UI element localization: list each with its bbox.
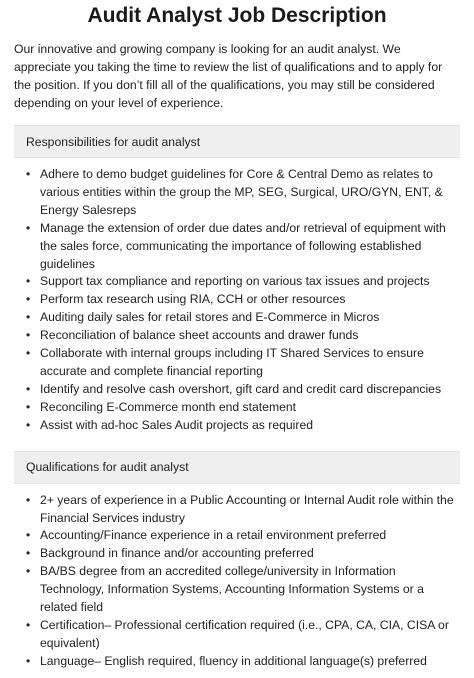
bullet-icon: • — [26, 346, 31, 361]
list-item — [26, 492, 460, 528]
qualifications-list — [14, 492, 460, 671]
bullet-icon: • — [26, 310, 31, 325]
list-item-text: Assist with ad-hoc Sales Audit projects as required — [40, 417, 313, 432]
bullet-icon: • — [26, 417, 31, 432]
list-item — [26, 653, 460, 671]
bullet-icon: • — [26, 492, 31, 507]
list-item — [26, 563, 460, 617]
list-item-text: 2+ years of experience in a Public Accounting or Internal Audit role within the Financial Services industry — [40, 492, 454, 525]
page-title: Audit Analyst Job Description — [87, 4, 387, 27]
bullet-icon: • — [26, 292, 31, 307]
list-item — [26, 273, 460, 291]
list-item-text: Reconciling E-Commerce month end statement — [40, 399, 297, 414]
list-item — [26, 166, 460, 220]
bullet-icon: • — [26, 617, 31, 632]
list-item-text: Manage the extension of order due dates and/or retrieval of equipment with the sales force, communicating the importance of following established guidelines — [40, 220, 446, 271]
qualifications-heading: Qualifications for audit analyst — [26, 460, 189, 475]
list-item — [26, 220, 460, 274]
list-item — [26, 291, 460, 309]
list-item — [26, 327, 460, 345]
list-item — [26, 545, 460, 563]
list-item — [26, 399, 460, 417]
list-item-text: Reconciliation of balance sheet accounts and drawer funds — [40, 328, 359, 343]
list-item — [26, 527, 460, 545]
bullet-icon: • — [26, 546, 31, 561]
bullet-icon: • — [26, 220, 31, 235]
list-item-text: Identify and resolve cash overshort, gift card and credit card discrepancies — [40, 381, 442, 396]
responsibilities-heading: Responsibilities for audit analyst — [26, 134, 201, 149]
intro-paragraph: Our innovative and growing company is looking for an audit analyst. We appreciate you taking the time to review the list of qualifications and to apply for the position. If you don’t fill all of the qualifications, you may still be considered depending on your level of experience. — [14, 42, 443, 110]
responsibilities-list — [14, 166, 460, 435]
bullet-icon: • — [26, 328, 31, 343]
responsibilities-header — [14, 125, 460, 158]
bullet-icon: • — [26, 381, 31, 396]
list-item — [26, 417, 460, 435]
bullet-icon: • — [26, 528, 31, 543]
list-item-text: Perform tax research using RIA, CCH or other resources — [40, 292, 346, 307]
list-item — [26, 345, 460, 381]
bullet-icon: • — [26, 274, 31, 289]
list-item-text: Auditing daily sales for retail stores and E-Commerce in Micros — [40, 310, 380, 325]
list-item-text: Collaborate with internal groups including IT Shared Services to ensure accurate and complete financial reporting — [40, 346, 424, 378]
bullet-icon: • — [26, 167, 31, 181]
bullet-icon: • — [26, 399, 31, 414]
bullet-icon: • — [26, 564, 31, 579]
list-item-text: Accounting/Finance experience in a retail environment preferred — [40, 528, 387, 543]
list-item — [26, 309, 460, 327]
list-item-text: Language– English required, fluency in additional language(s) preferred — [40, 653, 427, 668]
list-item-text: BA/BS degree from an accredited college/university in Information Technology, Information Systems, Accounting Information Systems or a related field — [40, 564, 424, 615]
list-item-text: Certification– Professional certification required (i.e., CPA, CA, CIA, CISA or equivalent) — [40, 617, 449, 650]
list-item — [26, 617, 460, 653]
qualifications-header — [14, 451, 460, 484]
list-item-text: Adhere to demo budget guidelines for Core & Central Demo as relates to various entities within the group the MP, SEG, Surgical, URO/GYN, ENT, & Energy Salesreps — [40, 167, 443, 217]
list-item-text: Background in finance and/or accounting preferred — [40, 546, 314, 561]
list-item-text: Support tax compliance and reporting on various tax issues and projects — [40, 274, 430, 289]
bullet-icon: • — [26, 653, 31, 668]
list-item — [26, 381, 460, 399]
